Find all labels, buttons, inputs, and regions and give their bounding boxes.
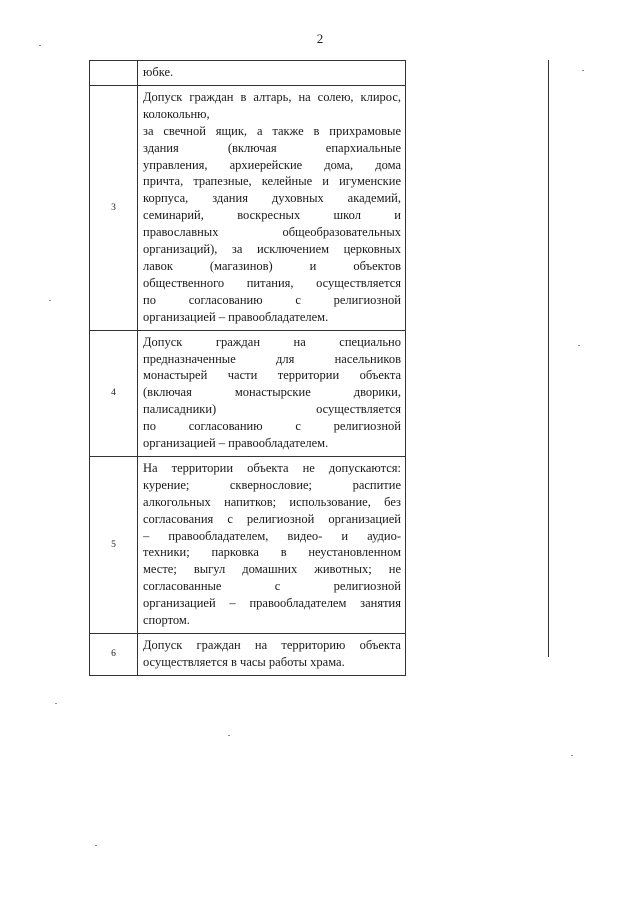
rule-text-line: лавок (магазинов) и объектов xyxy=(143,258,401,273)
rule-text-line: организацией – правообладателем. xyxy=(143,436,329,451)
rules-table-body xyxy=(90,61,406,676)
rule-text-line: Допуск граждан на специально xyxy=(143,334,401,349)
rule-text-line: монастырей части территории объекта xyxy=(143,368,401,383)
rule-text-line: (включая монастырские дворики, xyxy=(143,385,401,400)
rule-text-line: алкогольных напитков; использование, без xyxy=(143,494,401,509)
row-number: 6 xyxy=(90,634,138,676)
rule-text-line: – правообладателем, видео- и аудио- xyxy=(143,528,401,543)
right-border-line xyxy=(548,60,549,657)
rule-text-line: семинарий, воскресных школ и xyxy=(143,208,401,223)
rule-text-line: корпуса, здания духовных академий, xyxy=(143,191,401,206)
rule-text-line: общественного питания, осуществляется xyxy=(143,275,401,290)
page-number: 2 xyxy=(316,31,324,46)
scan-speck xyxy=(578,345,580,346)
rule-text-line: Допуск граждан на территорию объекта xyxy=(143,638,401,652)
rule-text-line: палисадники) осуществляется xyxy=(143,402,401,417)
scan-speck xyxy=(582,70,584,71)
rule-text-line: предназначенные для насельников xyxy=(143,351,401,366)
scan-speck xyxy=(55,703,57,704)
scan-speck xyxy=(228,735,230,736)
rule-text-line: за свечной ящик, а также в прихрамовые xyxy=(143,123,401,138)
rule-text-line: православных общеобразовательных xyxy=(143,225,401,240)
row-number xyxy=(90,61,138,86)
rule-text-line: по согласованию с религиозной xyxy=(143,419,401,434)
rule-text-line: согласованные с религиозной xyxy=(143,579,401,594)
rule-text-line: осуществляется в часы работы храма. xyxy=(143,654,345,669)
table-row xyxy=(90,61,406,86)
rule-text-line: месте; выгул домашних животных; не xyxy=(143,562,401,577)
rule-text-line: спортом. xyxy=(143,613,190,628)
rule-text-line: организацией – правообладателем. xyxy=(143,309,329,324)
row-number: 4 xyxy=(90,330,138,456)
rule-text-line: управления, архиерейские дома, дома xyxy=(143,157,401,172)
rule-text-line: причта, трапезные, келейные и игуменские xyxy=(143,174,401,189)
rule-text-line: здания (включая епархиальные xyxy=(143,140,401,155)
rule-text-line: по согласованию с религиозной xyxy=(143,292,401,307)
rule-text-cell xyxy=(138,85,406,330)
rule-text-cell xyxy=(138,456,406,633)
scan-speck xyxy=(49,300,51,301)
scan-speck xyxy=(571,755,573,756)
rules-table xyxy=(89,60,406,676)
rule-text-line: курение; сквернословие; распитие xyxy=(143,477,401,492)
rule-text-line: На территории объекта не допускаются: xyxy=(143,460,401,475)
rule-text-line: юбке. xyxy=(143,65,174,79)
scan-speck xyxy=(39,45,41,46)
rule-text-cell xyxy=(138,330,406,456)
table-row xyxy=(90,85,406,330)
table-row xyxy=(90,330,406,456)
rule-text-line: Допуск граждан в алтарь, на солею, клирос, xyxy=(143,89,401,104)
rule-text-cell xyxy=(138,61,406,86)
scan-speck xyxy=(95,845,97,846)
rule-text-line: организаций), за исключением церковных xyxy=(143,242,401,257)
row-number: 5 xyxy=(90,456,138,633)
row-number: 3 xyxy=(90,85,138,330)
rule-text-line: организацией – правообладателем занятия xyxy=(143,596,401,611)
rule-text-line: согласования с религиозной организацией xyxy=(143,511,401,526)
rule-text-line: техники; парковка в неустановленном xyxy=(143,545,401,560)
rule-text-line: колокольню, xyxy=(143,106,210,121)
table-row xyxy=(90,634,406,676)
rule-text-cell xyxy=(138,634,406,676)
table-row xyxy=(90,456,406,633)
